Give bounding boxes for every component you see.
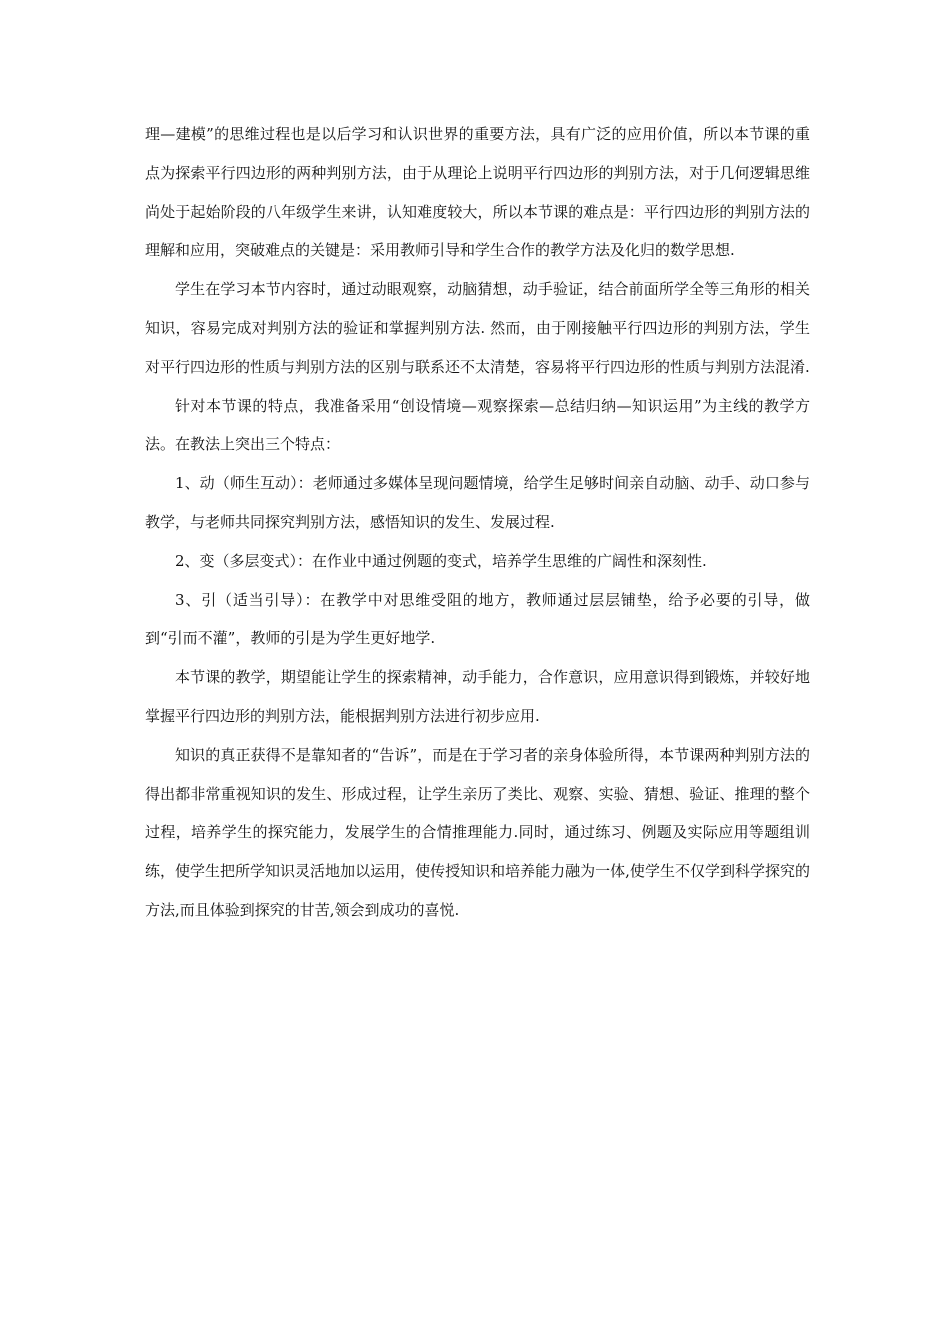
list-item-dong: 1、动（师生互动）：老师通过多媒体呈现问题情境，给学生足够时间亲自动脑、动手、动口参与教学，与老师共同探究判别方法，感悟知识的发生、发展过程.: [145, 474, 810, 531]
document-body: [145, 115, 810, 930]
paragraph: 学生在学习本节内容时，通过动眼观察，动脑猜想，动手验证，结合前面所学全等三角形的相关知识，容易完成对判别方法的验证和掌握判别方法. 然而，由于刚接触平行四边形的判别方法，学生对平行四边形的性质与判别方法的区别与联系还不太清楚，容易将平行四边形的性质与判别方法混淆.: [145, 280, 810, 376]
paragraph: 知识的真正获得不是靠知者的“告诉”，而是在于学习者的亲身体验所得，本节课两种判别方法的得出都非常重视知识的发生、形成过程，让学生亲历了类比、观察、实验、猜想、验证、推理的整个过程，培养学生的探究能力，发展学生的合情推理能力.同时，通过练习、例题及实际应用等题组训练，使学生把所学知识灵活地加以运用，使传授知识和培养能力融为一体,使学生不仅学到科学探究的方法,而且体验到探究的甘苦,领会到成功的喜悦.: [145, 745, 810, 919]
list-item-bian: 2、变（多层变式）：在作业中通过例题的变式，培养学生思维的广阔性和深刻性.: [175, 551, 707, 570]
paragraph: 本节课的教学，期望能让学生的探索精神，动手能力，合作意识，应用意识得到锻炼，并较好地掌握平行四边形的判别方法，能根据判别方法进行初步应用.: [145, 668, 810, 725]
paragraph: 针对本节课的特点，我准备采用“创设情境—观察探索—总结归纳—知识运用”为主线的教学方法。在教法上突出三个特点：: [145, 396, 810, 454]
list-item-yin: 3、引（适当引导）：在教学中对思维受阻的地方，教师通过层层铺垫，给予必要的引导，做到“引而不灌”，教师的引是为学生更好地学.: [145, 590, 810, 648]
paragraph-continued: 理—建模”的思维过程也是以后学习和认识世界的重要方法，具有广泛的应用价值，所以本节课的重点为探索平行四边形的两种判别方法，由于从理论上说明平行四边形的判别方法，对于几何逻辑思维尚处于起始阶段的八年级学生来讲，认知难度较大，所以本节课的难点是：平行四边形的判别方法的理解和应用，突破难点的关键是：采用教师引导和学生合作的教学方法及化归的数学思想.: [145, 125, 810, 260]
